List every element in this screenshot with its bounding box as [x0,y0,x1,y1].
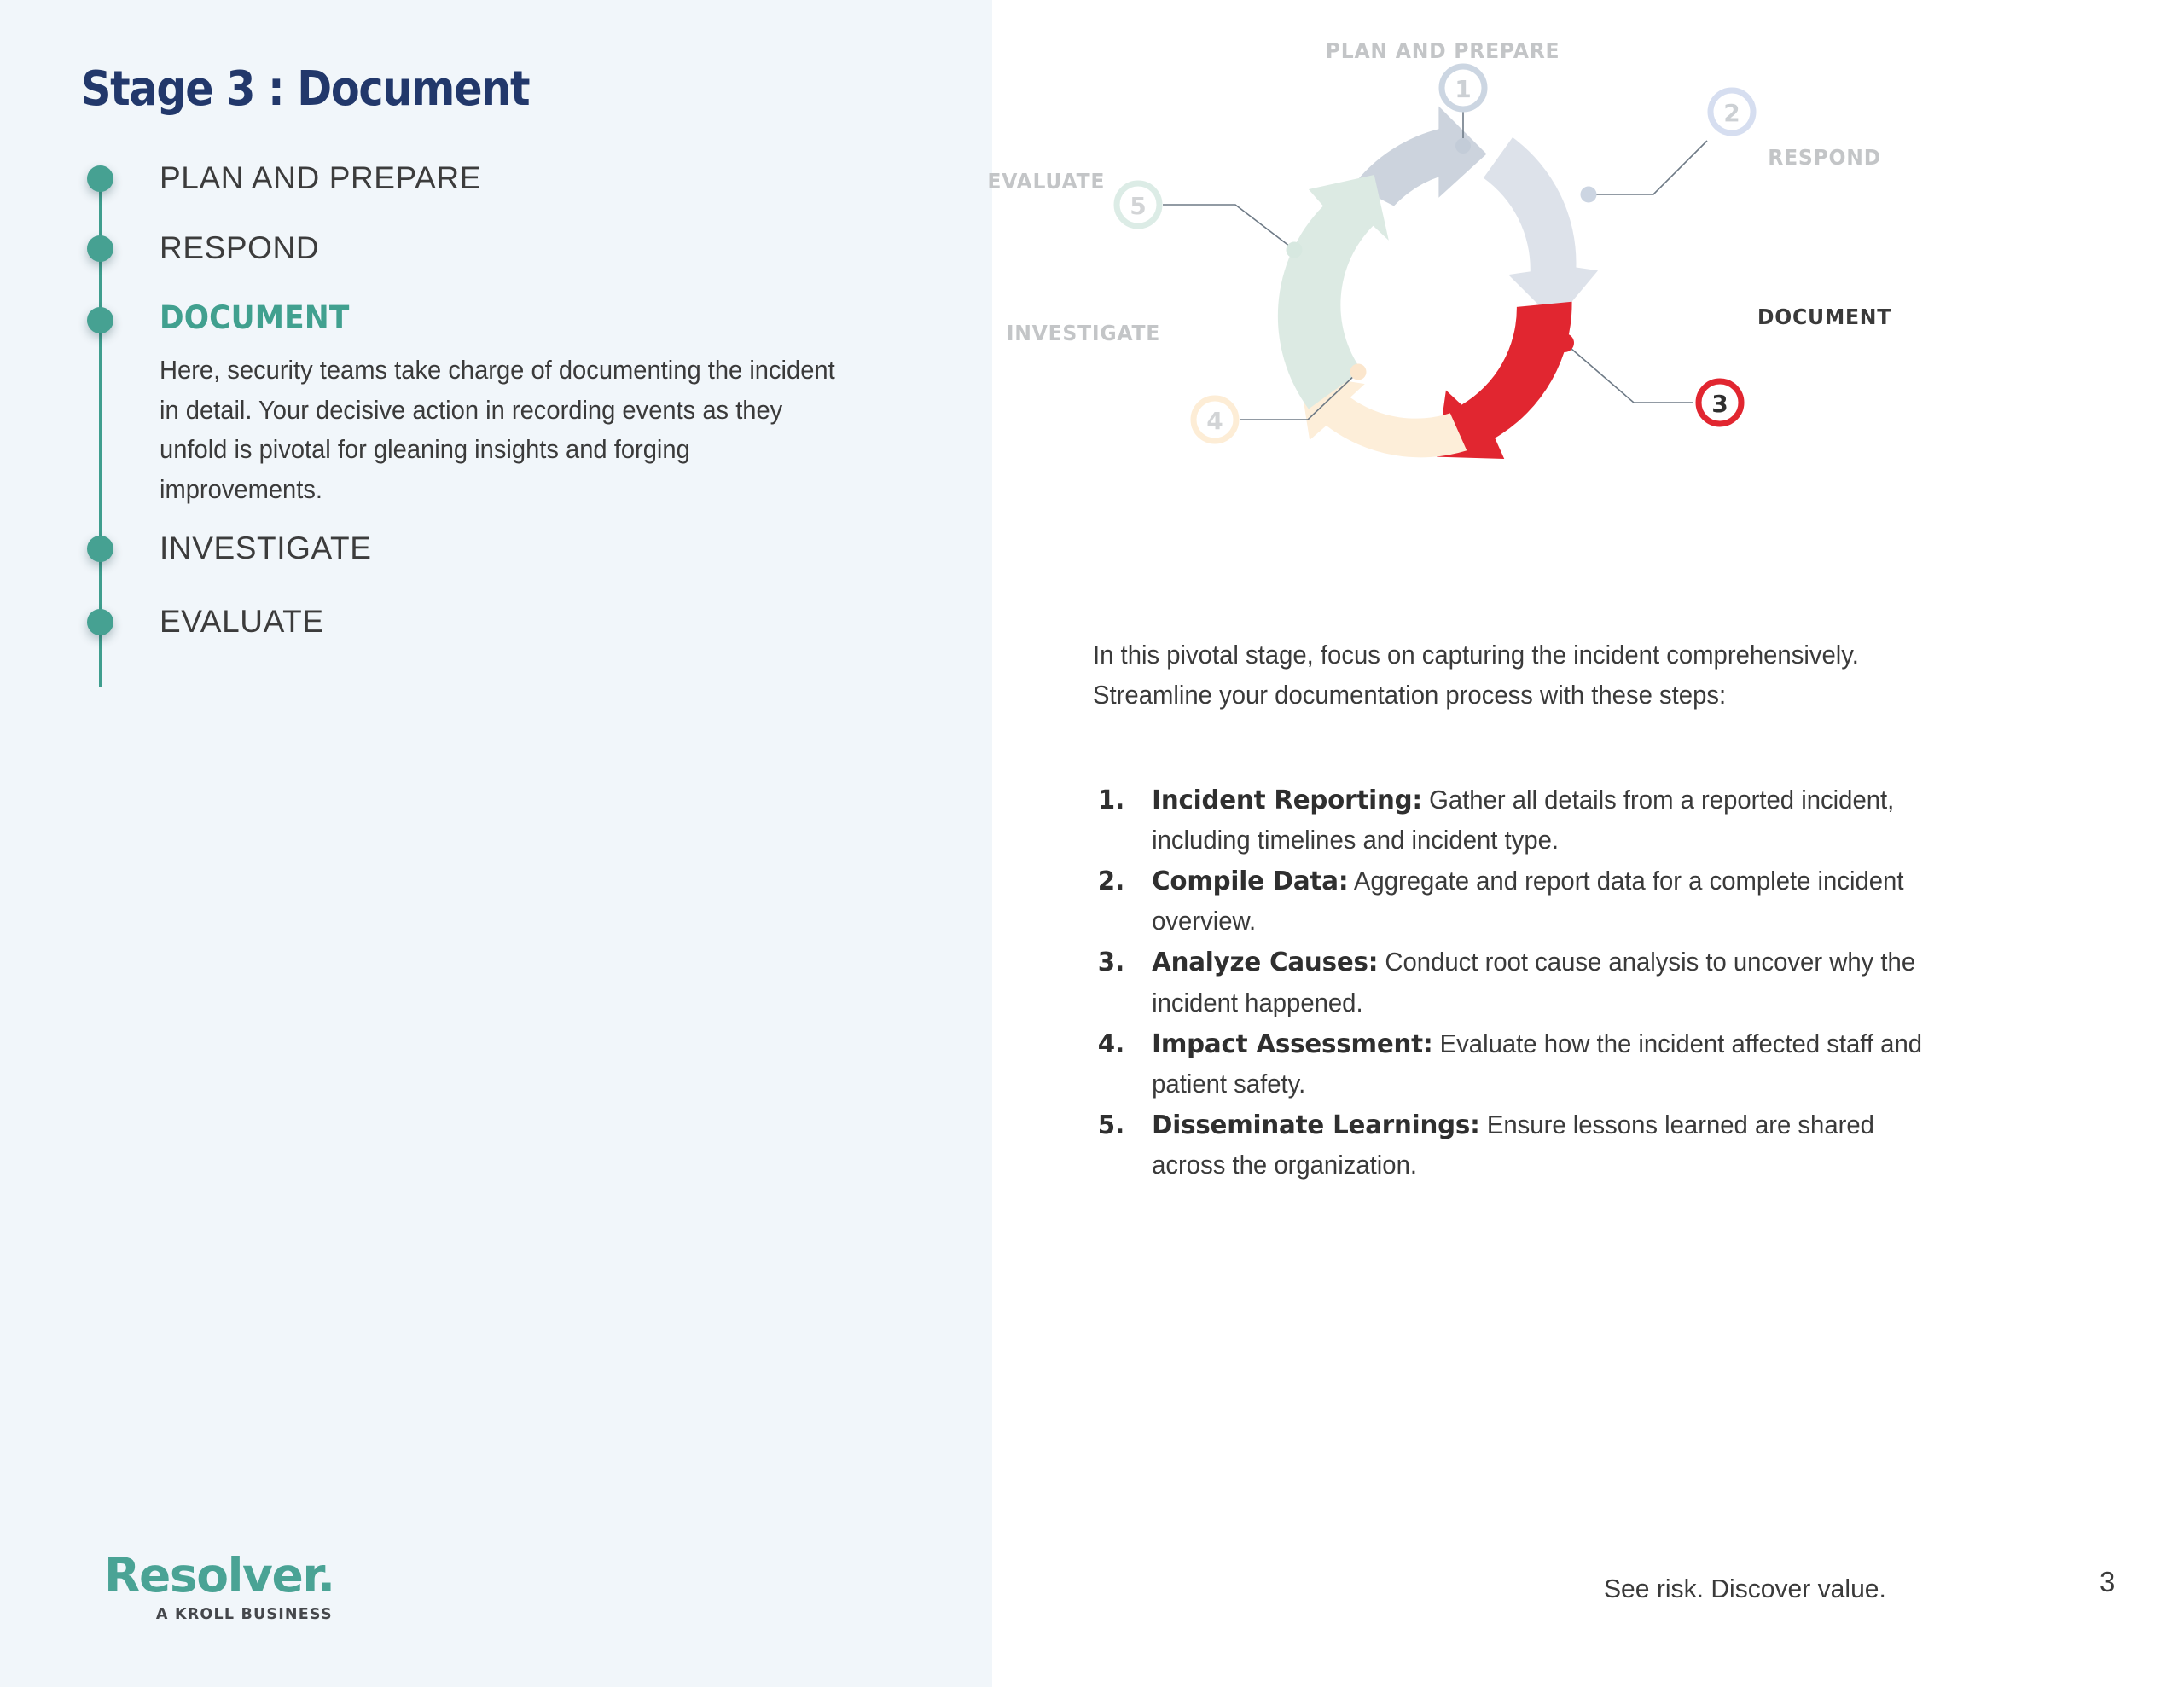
logo-tagline: A KROLL BUSINESS [155,1606,333,1623]
page-title: Stage 3 : Document [81,61,530,117]
list-item-number: 3. [1097,948,1125,978]
badge-2[interactable] [1711,90,1753,133]
timeline-item-label: INVESTIGATE [160,530,372,565]
cycle-label-evaluate: EVALUATE [987,169,1106,194]
list-item [1093,780,1944,861]
connector-3 [1555,333,1693,403]
document-steps-list [1093,780,1944,1186]
cycle-segment-5[interactable] [1278,175,1389,409]
cycle-label-document: DOCUMENT [1757,304,1891,329]
timeline-dot [87,609,113,635]
list-item-number: 1. [1097,786,1125,815]
badge-3-active[interactable] [1699,381,1741,424]
list-item-text: Aggregate and report data for a complete incident overview. [1152,867,1904,936]
cycle-segment-2[interactable] [1484,137,1598,322]
left-panel [0,0,992,1687]
timeline-item-evaluate[interactable] [81,603,934,657]
badge-1[interactable] [1442,67,1484,109]
list-item-text: Conduct root cause analysis to uncover why the incident happened. [1152,948,1916,1017]
page-number: 3 [2100,1566,2116,1597]
list-item-text: Gather all details from a reported incident, including timelines and incident type. [1152,786,1895,855]
stage-timeline [81,162,934,657]
list-item [1093,861,1944,942]
cycle-label-respond: RESPOND [1768,145,1881,170]
list-item [1093,1105,1944,1186]
svg-text:3: 3 [1711,390,1728,418]
connector-5 [1163,205,1303,258]
cycle-wheel-svg [992,0,2184,597]
intro-paragraph: In this pivotal stage, focus on capturing the incident comprehensively. Streamline your documentation process with these steps: [1093,641,1859,710]
timeline-item-description: Here, security teams take charge of documenting the incident in detail. Your decisive action in recording events as they unfold is pivotal for gleaning insights and forging improvements. [160,356,835,504]
list-item-lead: Impact Assessment: [1152,1029,1433,1059]
timeline-item-label: PLAN AND PREPARE [160,160,481,195]
list-item [1093,942,1944,1023]
timeline-item-label: EVALUATE [160,603,324,639]
timeline-dot [87,165,113,192]
list-item-text: Ensure lessons learned are shared across the organization. [1152,1110,1874,1180]
right-content-column [987,0,2184,1687]
svg-text:1: 1 [1455,75,1472,103]
timeline-item-label: RESPOND [160,230,320,265]
timeline-item-respond[interactable] [81,232,934,283]
list-item-lead: Incident Reporting: [1152,786,1422,815]
list-item [1093,1024,1944,1104]
list-item-number: 2. [1097,867,1125,897]
list-item-lead: Compile Data: [1152,867,1349,897]
timeline-dot-active [87,307,113,333]
list-item-number: 4. [1097,1029,1125,1059]
timeline-item-document[interactable] [81,299,934,510]
svg-text:5: 5 [1130,192,1147,220]
connector-2 [1581,141,1708,203]
list-item-lead: Disseminate Learnings: [1152,1110,1480,1140]
badge-4[interactable] [1194,398,1236,441]
list-item-text: Evaluate how the incident affected staff and patient safety. [1152,1029,1923,1099]
resolver-logo [104,1548,334,1623]
list-item-number: 5. [1097,1110,1125,1140]
svg-text:2: 2 [1723,99,1740,127]
timeline-dot [87,536,113,562]
svg-text:4: 4 [1206,407,1223,435]
footer-tagline: See risk. Discover value. [1604,1574,1886,1603]
timeline-item-investigate[interactable] [81,532,934,583]
cycle-label-plan-and-prepare: PLAN AND PREPARE [1325,38,1560,63]
list-item-lead: Analyze Causes: [1152,948,1379,978]
timeline-item-plan-and-prepare[interactable] [81,162,934,213]
cycle-label-investigate: INVESTIGATE [1006,321,1161,345]
timeline-dot [87,235,113,262]
logo-wordmark: Resolver. [104,1548,334,1603]
timeline-item-label: DOCUMENT [160,299,350,336]
badge-5[interactable] [1117,183,1159,226]
incident-response-cycle-diagram [987,0,2184,597]
